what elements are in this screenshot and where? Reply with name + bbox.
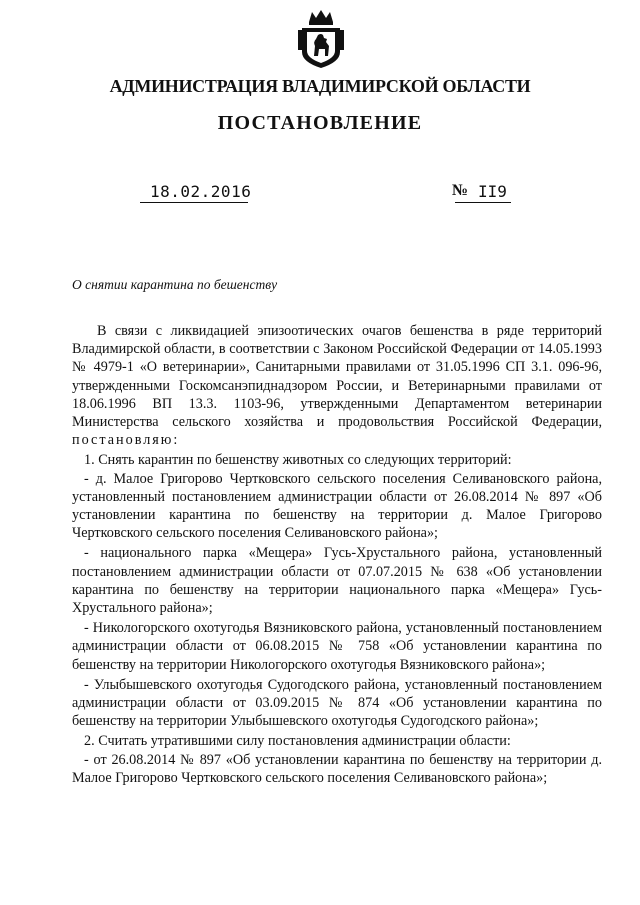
document-body [72,322,602,787]
coat-of-arms-icon [296,8,346,70]
clause-1: 1. Снять карантин по бешенству животных со следующих территорий: [84,452,512,469]
clause-1-item-4: - Улыбышевского охотугодья Судогодского района, установленный постановлением администрации области от 03.09.2015 № 874 «Об установлении карантина по бешенству на территории Улыбышевского охотугодья Судогодского района»; [72,676,602,730]
document-number: II9 [478,182,507,201]
number-label: № [452,182,469,199]
preamble-text: В связи с ликвидацией эпизоотических очагов бешенства в ряде территорий Владимирской области, в соответствии с Законом Российской Федерации от 14.05.1993 № 4979-1 «О ветеринарии», Санитарными правилами от 31.05.1996 СП 3.1. 096-96, утвержденными Госкомсанэпиднадзором России, и Ветеринарными правилами от 18.06.1996 ВП 13.3. 1103-96, утвержденными Департаментом ветеринарии Министерства сельского хозяйства и продовольствия Российской Федерации, [72,323,602,431]
document-subject: О снятии карантина по бешенству [72,277,278,292]
clause-1-item-3: - Никологорского охотугодья Вязниковского района, установленный постановлением администрации области от 06.08.2015 № 758 «Об установлении карантина по бешенству на территории Никологорского охотугодья Вязниковского района»; [72,620,602,673]
clause-1-item-1: - д. Малое Григорово Чертковского сельского поселения Селивановского района, установленный постановлением администрации области от 26.08.2014 № 897 «Об установлении карантина по бешенству на территории д. Малое Григорово Чертковского сельского поселения Селивановского района»; [72,470,602,542]
clause-2: 2. Считать утратившими силу постановления администрации области: [84,733,511,750]
clause-2-item-1: - от 26.08.2014 № 897 «Об установлении карантина по бешенству на территории д. Малое Григорово Чертковского сельского поселения Селивановского района»; [72,751,602,786]
document-date: 18.02.2016 [150,182,252,201]
clause-1-item-2: - национального парка «Мещера» Гусь-Хрустального района, установленный постановлением администрации области от 07.07.2015 № 638 «Об установлении карантина по бешенству на территории национального парка «Мещера» Гусь-Хрустального района»; [72,545,602,617]
date-underline [140,202,248,203]
document-type-title: ПОСТАНОВЛЕНИЕ [217,112,423,134]
preamble-paragraph [72,322,602,449]
organization-title: АДМИНИСТРАЦИЯ ВЛАДИМИРСКОЙ ОБЛАСТИ [109,76,531,96]
number-underline [455,202,511,203]
decree-word: постановляю: [72,432,180,449]
